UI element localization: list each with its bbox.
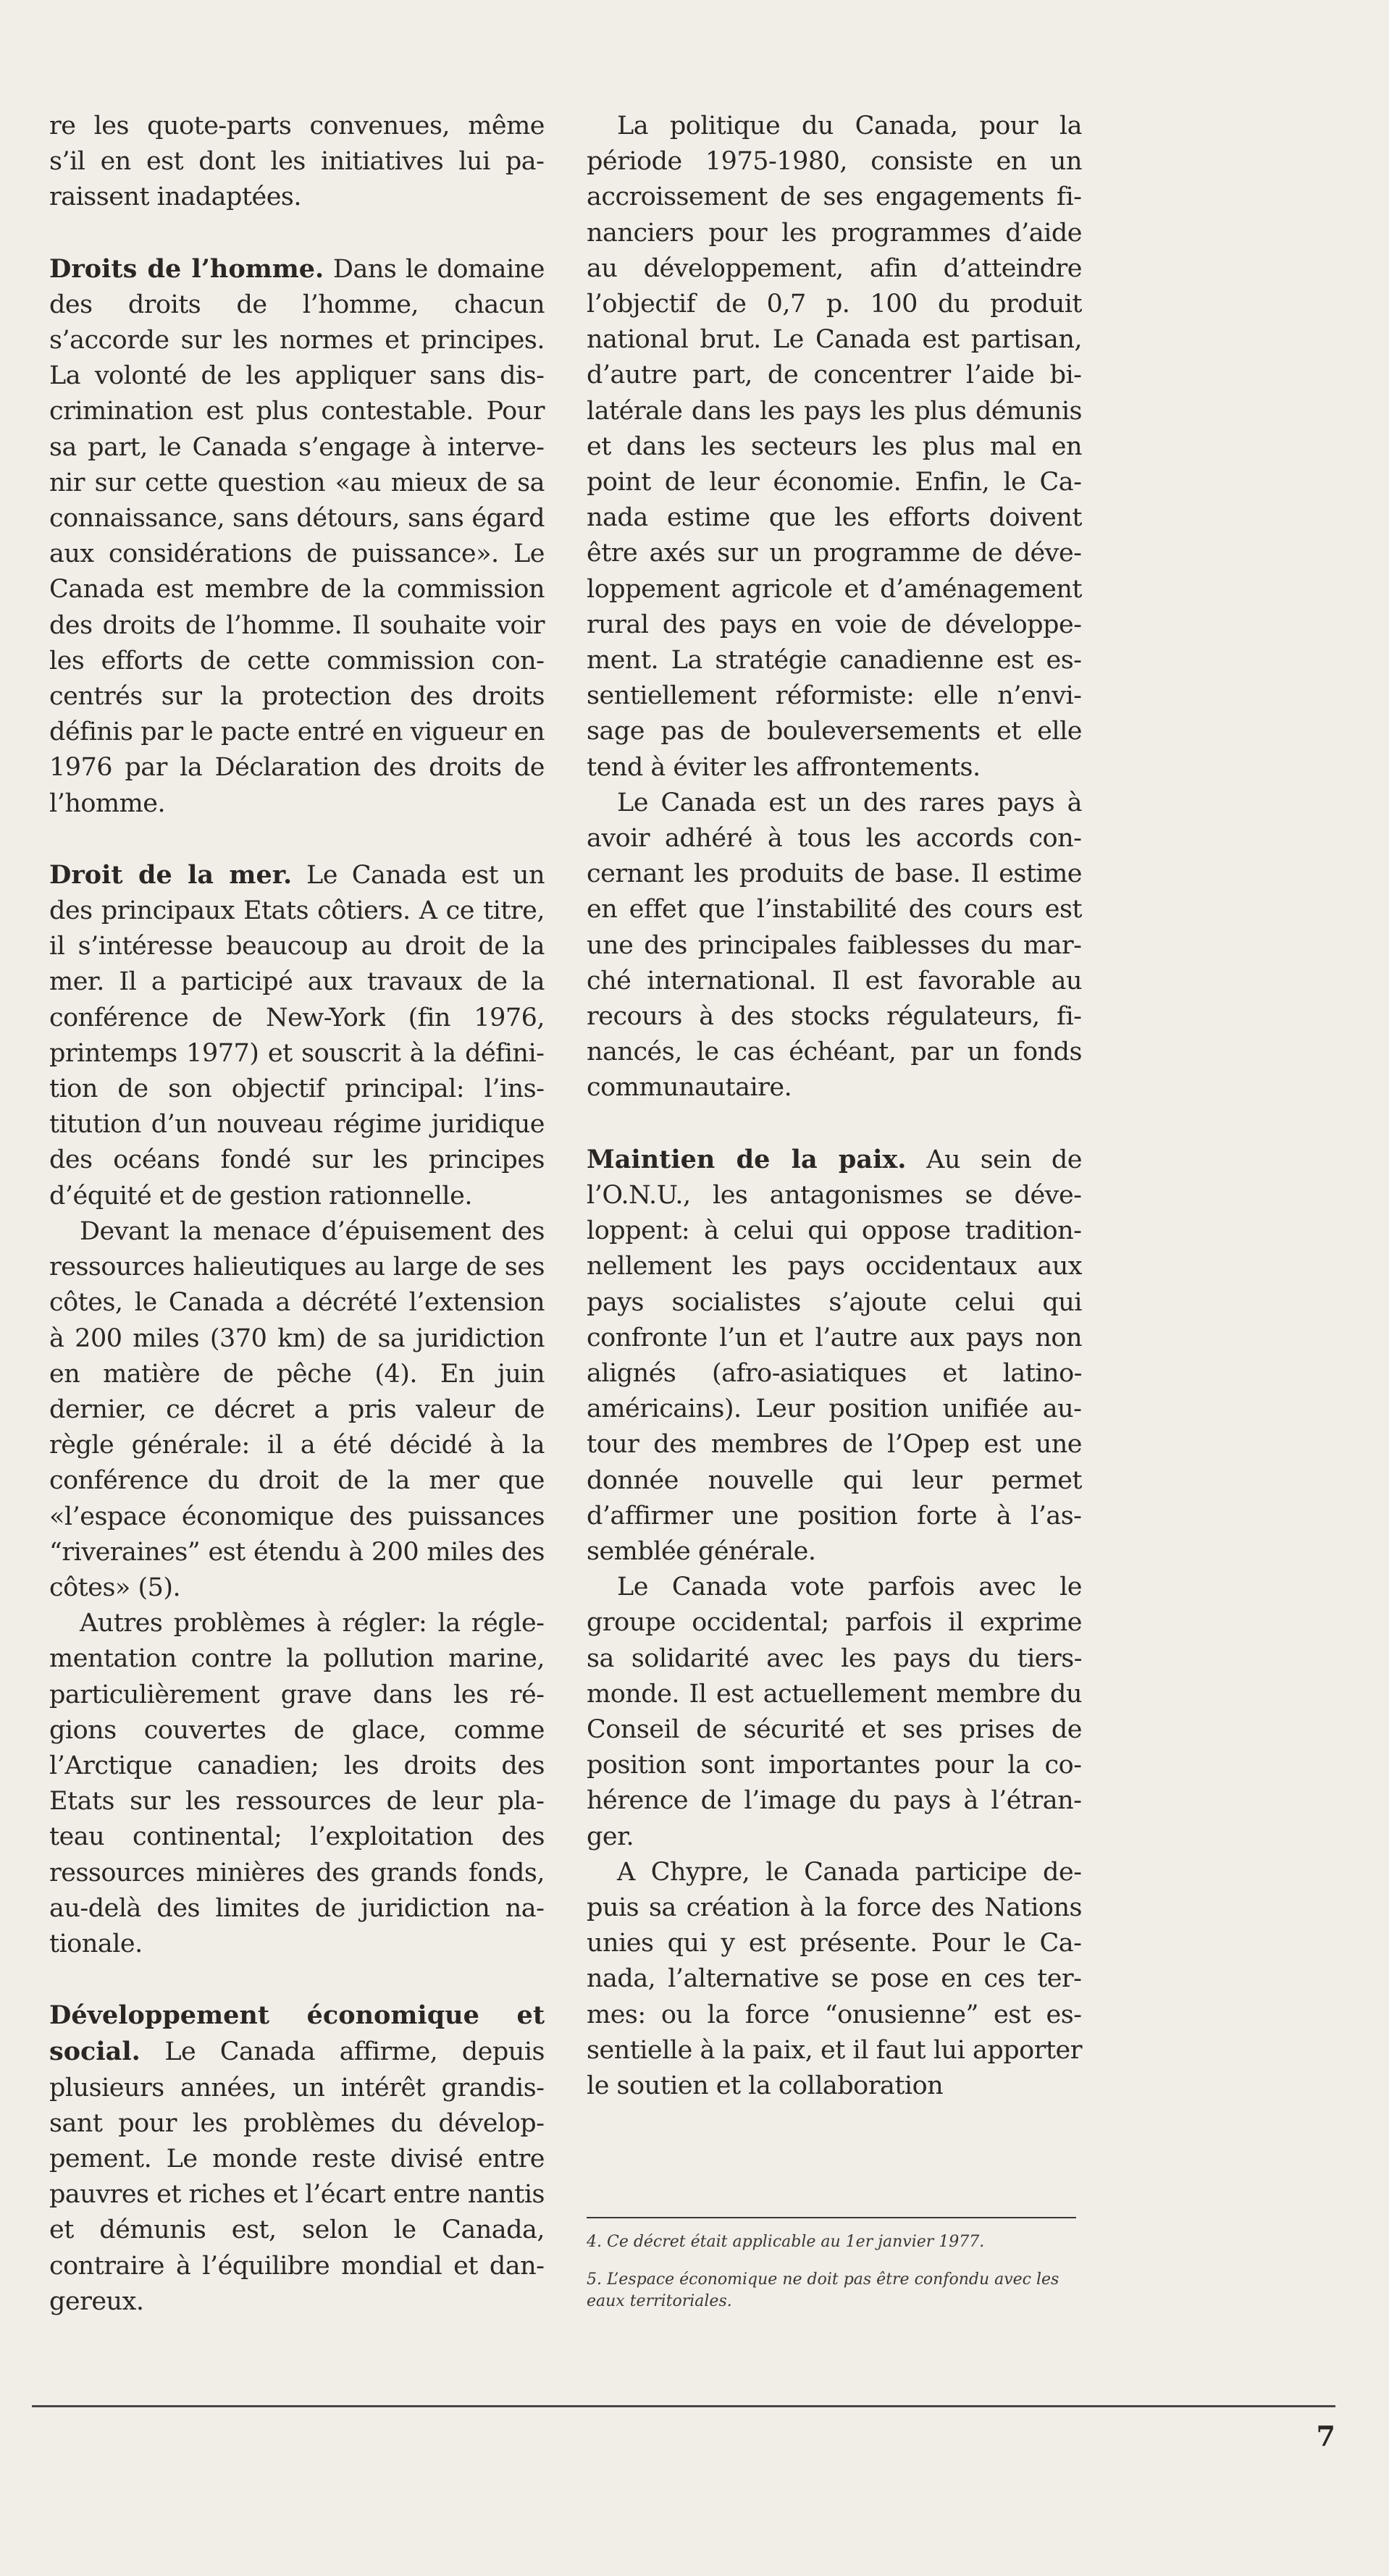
maintien-paix-paragraph-2: Le Canada vote parfois avec le groupe occidental; parfois il exprime sa solidarité avec les pays du tiers-monde. Il est actuellement membre du Conseil de sécurité et ses prises de position sont importantes pour la cohérence de l’image du pays à l’étranger. (587, 1573, 1082, 1851)
section-droits-homme (49, 251, 545, 822)
footnotes (587, 2217, 1082, 2328)
section-text-droit-mer: Le Canada est un des principaux Etats côtiers. A ce titre, il s’intéresse beaucoup au droit de la mer. Il a participé aux travaux de la conférence de New-York (fin 1976, printemps 1977) et souscrit à la définition de son objectif principal: l’institution d’un nouveau régime juridique des océans fondé sur les principes d’équité et de gestion rationnelle. (49, 860, 545, 1211)
footnote-5: 5. L’espace économique ne doit pas être confondu avec les eaux territoriales. (587, 2270, 1059, 2310)
right-paragraph-2: Le Canada est un des rares pays à avoir adhéré à tous les accords concernant les produits de base. Il estime en effet que l’instabilité des cours est une des principales faiblesses du marché international. Il est favorable au recours à des stocks régulateurs, financés, le cas échéant, par un fonds communautaire. (587, 788, 1082, 1103)
section-text-maintien-paix: Au sein de l’O.N.U., les antagonismes se développent: à celui qui oppose traditionnellement les pays occidentaux aux pays socialistes s’ajoute celui qui confronte l’un et l’autre aux pays non alignés (afro-asiatiques et latino-américains). Leur position unifiée autour des membres de l’Opep est une donnée nouvelle qui leur permet d’affirmer une position forte à l’assemblée générale. (587, 1145, 1082, 1566)
opening-paragraph: re les quote-parts convenues, même s’il en est dont les initiatives lui paraissent inadaptées. (49, 111, 545, 212)
section-text-developpement: Le Canada affirme, depuis plusieurs années, un intérêt grandissant pour les problèmes du développement. Le monde reste divisé entre pauvres et riches et l’écart entre nantis et démunis est, selon le Canada, contraire à l’équilibre mondial et dangereux. (49, 2037, 545, 2316)
page-bottom-rule (32, 2405, 1335, 2407)
section-heading-droit-mer: Droit de la mer. (49, 859, 293, 890)
left-column (49, 109, 545, 2320)
footnote-4: 4. Ce décret était applicable au 1er janvier 1977. (587, 2233, 985, 2251)
section-heading-droits-homme: Droits de l’homme. (49, 253, 324, 284)
section-droit-mer (49, 857, 545, 1214)
page-number: 7 (1316, 2420, 1335, 2452)
right-column (587, 109, 1082, 2104)
droit-mer-paragraph-3: Autres problèmes à régler: la réglementation contre la pollution marine, particulièrement grave dans les régions couvertes de glace, comme l’Arctique canadien; les droits des Etats sur les ressources de leur plateau continental; l’exploitation des ressources minières des grands fonds, au-delà des limites de juridiction nationale. (49, 1609, 545, 1958)
maintien-paix-paragraph-3: A Chypre, le Canada participe depuis sa création à la force des Nations unies qui y est présente. Pour le Canada, l’alternative se pose en ces termes: ou la force “onusienne” est essentielle à la paix, et il faut lui apporter le soutien et la collaboration (587, 1857, 1082, 2100)
footnote-divider (587, 2217, 1076, 2218)
section-heading-developpement: Développement économique et social. (49, 2000, 545, 2067)
section-maintien-paix (587, 1142, 1082, 1570)
right-paragraph-1: La politique du Canada, pour la période 1975-1980, consiste en un accroissement de ses engagements financiers pour les programmes d’aide au développement, afin d’atteindre l’objectif de 0,7 p. 100 du produit national brut. Le Canada est partisan, d’autre part, de concentrer l’aide bilatérale dans les pays les plus démunis et dans les secteurs les plus mal en point de leur économie. Enfin, le Canada estime que les efforts doivent être axés sur un programme de développement agricole et d’aménagement rural des pays en voie de développement. La stratégie canadienne est essentiellement réformiste: elle n’envisage pas de bouleversements et elle tend à éviter les affrontements. (587, 111, 1082, 782)
section-text-droits-homme: Dans le domaine des droits de l’homme, chacun s’accorde sur les normes et principes. La volonté de les appliquer sans discrimination est plus contestable. Pour sa part, le Canada s’engage à intervenir sur cette question «au mieux de sa connaissance, sans détours, sans égard aux considérations de puissance». Le Canada est membre de la commission des droits de l’homme. Il souhaite voir les efforts de cette commission concentrés sur la protection des droits définis par le pacte entré en vigueur en 1976 par la Déclaration des droits de l’homme. (49, 254, 545, 818)
section-developpement (49, 1998, 545, 2320)
section-heading-maintien-paix: Maintien de la paix. (587, 1144, 907, 1174)
droit-mer-paragraph-2: Devant la menace d’épuisement des ressources halieutiques au large de ses côtes, le Canada a décrété l’extension à 200 miles (370 km) de sa juridiction en matière de pêche (4). En juin dernier, ce décret a pris valeur de règle générale: il a été décidé à la conférence du droit de la mer que «l’espace économique des puissances “riveraines” est étendu à 200 miles des côtes» (5). (49, 1216, 545, 1602)
